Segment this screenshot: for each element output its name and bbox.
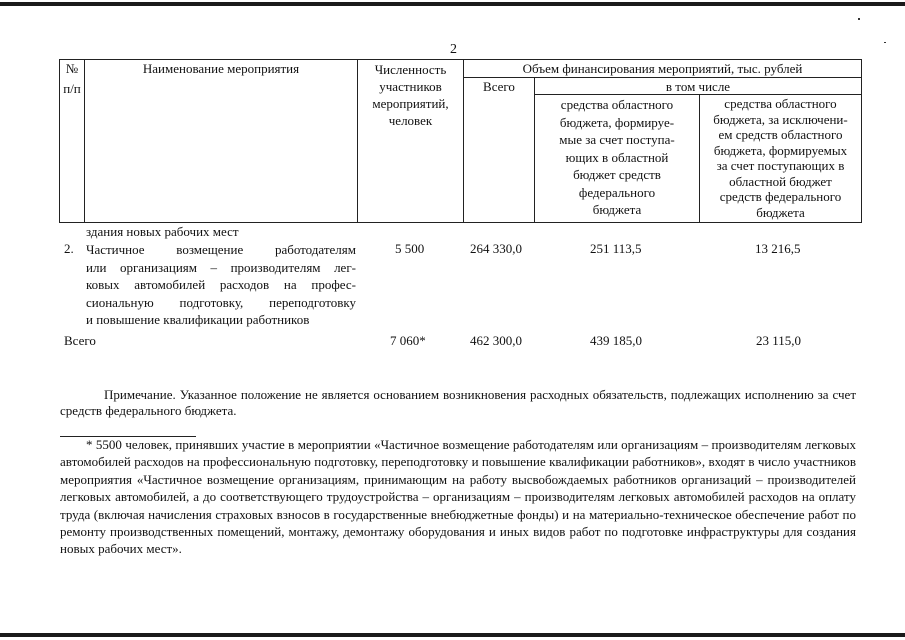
scan-speck: [858, 18, 860, 20]
row-number: 2.: [64, 241, 74, 256]
scan-top-border: [0, 2, 905, 6]
row-participants: 5 500: [395, 241, 425, 256]
total-regional-excl: 23 115,0: [756, 333, 802, 348]
total-participants: 7 060*: [390, 333, 426, 348]
header-funding: Объем финансирования мероприятий, тыс. рублей: [522, 61, 803, 76]
page-number: 2: [450, 42, 457, 57]
row-regional-federal: 251 113,5: [590, 241, 642, 256]
scan-speck: [884, 42, 886, 43]
total-regional-federal: 439 185,0: [590, 333, 642, 348]
header-name: Наименование мероприятия: [142, 61, 300, 76]
footnote: * 5500 человек, принявших участие в мероприятии «Частичное возмещение работодателям или организациям – производителям легковых автомобилей расходов на профессиональную подготовку, переподготовку и повышение квалификации работников», входят в число участников мероприятия «Частичное возмещение организациям, принимающим на работу высвобождаемых работников организаций – производителей легковых автомобилей, а до соответствующего трудоустройства – организациям – производителям легковых автомобилей расходов на оплату труда (включая начисления страховых взносов в государственные внебюджетные фонды) и на материально-техническое обеспечение работ по ремонту производственных помещений, монтажу, демонтажу оборудования и иных видов работ по подготовке инфраструктуры для создания новых рабочих мест».: [60, 437, 856, 557]
header-regional-federal: средства областного бюджета, формируе- мые за счет поступа- ющих в областной бюджет средств федерального бюджета: [559, 97, 675, 217]
row-total: 264 330,0: [470, 241, 522, 256]
header-number: № п/п: [63, 61, 81, 96]
row-name: Частичное возмещение работодателям или организациям – производителям лег- ковых автомобилей расходов на профес- сиональную подготовку, переподготовку и повышение квалификации работников: [86, 242, 356, 327]
scan-bottom-border: [0, 633, 905, 637]
note-paragraph: Примечание. Указанное положение не является основанием возникновения расходных обязательств, подлежащих исполнению за счет средств федерального бюджета.: [60, 387, 856, 418]
total-label: Всего: [64, 333, 96, 348]
header-participants: Численность участников мероприятий, человек: [372, 62, 449, 128]
header-including: в том числе: [665, 79, 731, 94]
header-regional-excl: средства областного бюджета, за исключени- ем средств областного бюджета, формируемых за счет поступающих в областной бюджет средств федерального бюджета: [713, 96, 848, 220]
row-continuation: здания новых рабочих мест: [86, 224, 239, 239]
total-amount: 462 300,0: [470, 333, 522, 348]
row-regional-excl: 13 216,5: [755, 241, 801, 256]
header-total: Всего: [483, 79, 515, 94]
